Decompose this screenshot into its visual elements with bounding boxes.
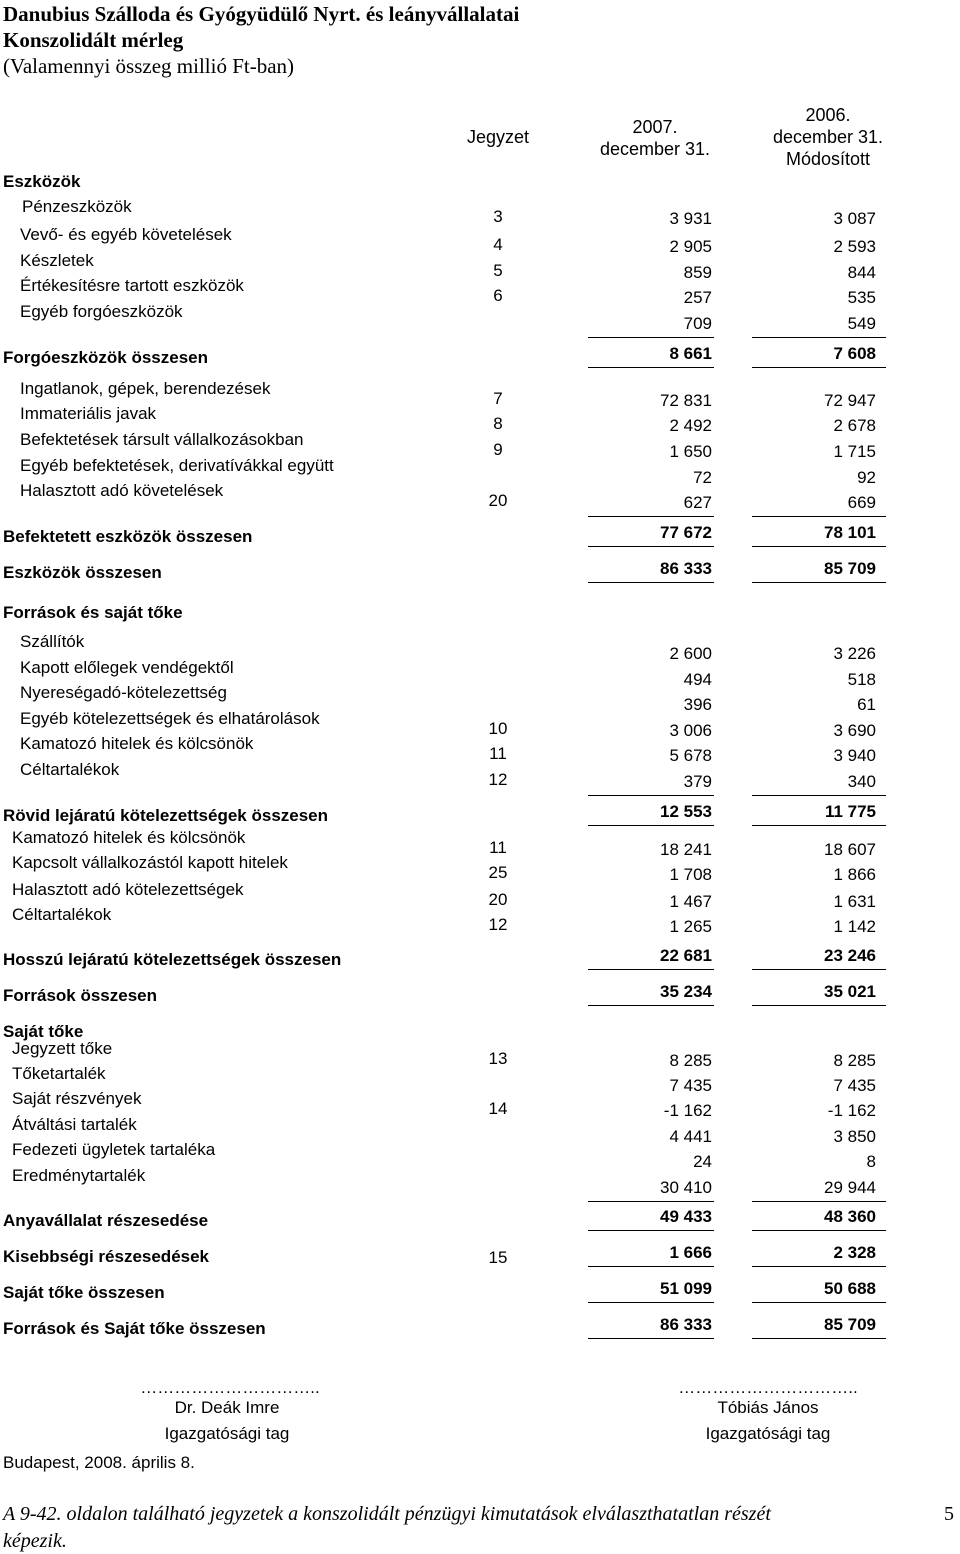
underline-rule (588, 582, 714, 583)
value-2007: 396 (683, 695, 712, 714)
value-2007: 24 (693, 1152, 712, 1171)
row-label: Tőketartalék (12, 1064, 106, 1083)
value-2006: 3 226 (833, 644, 876, 663)
value-2006: 61 (857, 695, 876, 714)
unit-note: (Valamennyi összeg millió Ft-ban) (3, 54, 295, 78)
value-2007: 18 241 (660, 840, 712, 859)
value-2006: 50 688 (824, 1279, 876, 1298)
value-2007: 859 (683, 263, 712, 282)
value-2007: 709 (683, 314, 712, 333)
row-note: 20 (488, 491, 508, 510)
value-2007: 2 905 (669, 237, 712, 256)
value-2007: 8 285 (669, 1051, 712, 1070)
row-note: 10 (488, 719, 508, 738)
row-label: Rövid lejáratú kötelezettségek összesen (3, 806, 329, 825)
value-2007: 77 672 (660, 523, 712, 542)
underline-rule (752, 546, 886, 547)
col-header-2007-year: 2007. (632, 117, 678, 137)
value-2007: 1 708 (669, 865, 712, 884)
signatory-right-name: Tóbiás János (717, 1398, 819, 1417)
value-2007: 86 333 (660, 559, 712, 578)
row-label: Kapcsolt vállalkozástól kapott hitelek (12, 853, 288, 872)
value-2007: 72 831 (660, 391, 712, 410)
underline-rule (752, 582, 886, 583)
value-2006: 29 944 (824, 1178, 876, 1197)
section-assets: Eszközök (3, 172, 81, 191)
value-2007: 1 666 (669, 1243, 712, 1262)
underline-rule (588, 795, 714, 796)
value-2006: 7 435 (833, 1076, 876, 1095)
col-header-2007-date: december 31. (599, 139, 711, 159)
row-note: 4 (493, 235, 503, 254)
col-header-2006-date: december 31. (772, 127, 884, 147)
value-2006: 23 246 (824, 946, 876, 965)
value-2007: 1 650 (669, 442, 712, 461)
value-2006: 535 (847, 288, 876, 307)
section-equity: Saját tőke (3, 1022, 84, 1041)
underline-rule (588, 516, 714, 517)
page-number: 5 (944, 1503, 954, 1525)
underline-rule (588, 1266, 714, 1267)
value-2006: 35 021 (824, 982, 876, 1001)
underline-rule (588, 546, 714, 547)
row-label: Befektetett eszközök összesen (3, 527, 253, 546)
row-label: Kisebbségi részesedések (3, 1247, 210, 1266)
underline-rule (588, 337, 714, 338)
row-note: 20 (488, 890, 508, 909)
underline-rule (588, 1201, 714, 1202)
underline-rule (752, 1201, 886, 1202)
footer-note-line2: képezik. (3, 1530, 67, 1552)
value-2006: 85 709 (824, 559, 876, 578)
row-label: Fedezeti ügyletek tartaléka (12, 1140, 216, 1159)
value-2006: 2 328 (833, 1243, 876, 1262)
row-label: Értékesítésre tartott eszközök (20, 276, 244, 295)
value-2007: 12 553 (660, 802, 712, 821)
value-2007: 51 099 (660, 1279, 712, 1298)
underline-rule (752, 367, 886, 368)
value-2006: 7 608 (833, 344, 876, 363)
row-note: 12 (488, 770, 508, 789)
company-title: Danubius Szálloda és Gyógyüdülő Nyrt. és leányvállalatai (3, 2, 520, 26)
row-label: Vevő- és egyéb követelések (20, 225, 232, 244)
row-note: 8 (493, 414, 503, 433)
value-2007: 494 (683, 670, 712, 689)
row-note: 3 (493, 207, 503, 226)
row-label: Források összesen (3, 986, 158, 1005)
row-label: Egyéb forgóeszközök (20, 302, 183, 321)
row-note: 5 (493, 261, 503, 280)
row-label: Kapott előlegek vendégektől (20, 658, 234, 677)
value-2006: 1 142 (833, 917, 876, 936)
underline-rule (752, 795, 886, 796)
underline-rule (588, 1302, 714, 1303)
value-2007: 7 435 (669, 1076, 712, 1095)
value-2007: 3 931 (669, 209, 712, 228)
value-2006: 78 101 (824, 523, 876, 542)
value-2006: 549 (847, 314, 876, 333)
row-label: Források és Saját tőke összesen (3, 1319, 266, 1338)
row-label: Forgóeszközök összesen (3, 348, 209, 367)
value-2007: 257 (683, 288, 712, 307)
underline-rule (588, 1005, 714, 1006)
underline-rule (588, 825, 714, 826)
row-label: Befektetések társult vállalkozásokban (20, 430, 304, 449)
value-2007: 4 441 (669, 1127, 712, 1146)
value-2007: 8 661 (669, 344, 712, 363)
value-2006: 72 947 (824, 391, 876, 410)
row-label: Átváltási tartalék (12, 1115, 137, 1134)
col-header-2006 (748, 104, 908, 170)
col-header-2006-year: 2006. (805, 105, 851, 125)
underline-rule (752, 1266, 886, 1267)
underline-rule (588, 1230, 714, 1231)
row-label: Egyéb befektetések, derivatívákkal együtt (20, 456, 334, 475)
signatory-left-role: Igazgatósági tag (164, 1424, 290, 1443)
row-note: 25 (488, 863, 508, 882)
value-2007: 3 006 (669, 721, 712, 740)
underline-rule (752, 516, 886, 517)
row-label: Immateriális javak (20, 404, 157, 423)
value-2006: 8 (866, 1152, 876, 1171)
value-2006: 3 850 (833, 1127, 876, 1146)
value-2006: 669 (847, 493, 876, 512)
underline-rule (752, 1338, 886, 1339)
value-2006: 85 709 (824, 1315, 876, 1334)
row-note: 11 (489, 744, 507, 763)
underline-rule (752, 1230, 886, 1231)
underline-rule (752, 337, 886, 338)
row-label: Szállítók (20, 632, 85, 651)
underline-rule (752, 1005, 886, 1006)
value-2007: 1 265 (669, 917, 712, 936)
row-note: 15 (488, 1248, 508, 1267)
value-2006: -1 162 (827, 1101, 876, 1120)
value-2007: 72 (693, 468, 712, 487)
value-2006: 92 (857, 468, 876, 487)
row-note: 7 (493, 389, 503, 408)
row-label: Saját részvények (12, 1089, 142, 1108)
value-2006: 2 678 (833, 416, 876, 435)
value-2006: 11 775 (824, 802, 876, 821)
row-label: Halasztott adó kötelezettségek (12, 880, 244, 899)
value-2006: 8 285 (833, 1051, 876, 1070)
row-label: Céltartalékok (20, 760, 120, 779)
value-2006: 518 (847, 670, 876, 689)
row-label: Kamatozó hitelek és kölcsönök (12, 828, 246, 847)
row-label: Készletek (20, 251, 94, 270)
row-label: Eszközök összesen (3, 563, 162, 582)
signatory-left-name: Dr. Deák Imre (174, 1398, 280, 1417)
underline-rule (752, 969, 886, 970)
value-2006: 1 866 (833, 865, 876, 884)
row-label: Hosszú lejáratú kötelezettségek összesen (3, 950, 342, 969)
underline-rule (588, 969, 714, 970)
value-2006: 1 631 (833, 892, 876, 911)
value-2006: 3 690 (833, 721, 876, 740)
signature-dots-right: ………………………….. (678, 1378, 858, 1397)
value-2007: 2 492 (669, 416, 712, 435)
row-label: Pénzeszközök (22, 197, 132, 216)
underline-rule (588, 1338, 714, 1339)
row-label: Saját tőke összesen (3, 1283, 165, 1302)
signatory-right-role: Igazgatósági tag (705, 1424, 831, 1443)
value-2007: 2 600 (669, 644, 712, 663)
value-2006: 2 593 (833, 237, 876, 256)
value-2006: 844 (847, 263, 876, 282)
signature-dots-left: ………………………….. (140, 1378, 320, 1397)
underline-rule (588, 367, 714, 368)
col-header-2006-restated: Módosított (785, 149, 871, 169)
value-2006: 340 (847, 772, 876, 791)
value-2006: 3 940 (833, 746, 876, 765)
row-label: Céltartalékok (12, 905, 112, 924)
value-2007: 1 467 (669, 892, 712, 911)
value-2007: 35 234 (660, 982, 712, 1001)
value-2006: 48 360 (824, 1207, 876, 1226)
value-2007: 49 433 (660, 1207, 712, 1226)
value-2007: 5 678 (669, 746, 712, 765)
value-2006: 3 087 (833, 209, 876, 228)
value-2007: 627 (683, 493, 712, 512)
row-note: 13 (488, 1049, 508, 1068)
row-label: Jegyzett tőke (12, 1039, 113, 1058)
row-label: Eredménytartalék (12, 1166, 146, 1185)
statement-title: Konszolidált mérleg (3, 28, 184, 52)
row-label: Ingatlanok, gépek, berendezések (20, 379, 271, 398)
row-note: 9 (493, 440, 503, 459)
value-2007: 379 (683, 772, 712, 791)
value-2007: -1 162 (663, 1101, 712, 1120)
underline-rule (752, 825, 886, 826)
value-2007: 22 681 (660, 946, 712, 965)
value-2007: 30 410 (660, 1178, 712, 1197)
value-2006: 1 715 (833, 442, 876, 461)
row-note: 14 (488, 1099, 508, 1118)
row-label: Nyereségadó-kötelezettség (20, 683, 227, 702)
col-header-2007 (585, 116, 725, 160)
col-header-note: Jegyzet (466, 127, 530, 147)
row-label: Egyéb kötelezettségek és elhatárolások (20, 709, 320, 728)
row-label: Halasztott adó követelések (20, 481, 224, 500)
footer-note-line1: A 9-42. oldalon található jegyzetek a konszolidált pénzügyi kimutatások elválaszthatatlan részét (3, 1503, 771, 1525)
value-2007: 86 333 (660, 1315, 712, 1334)
row-note: 12 (488, 915, 508, 934)
row-label: Anyavállalat részesedése (3, 1211, 209, 1230)
row-note: 11 (489, 838, 507, 857)
row-note: 6 (493, 286, 503, 305)
section-liabilities-equity: Források és saját tőke (3, 603, 183, 622)
place-date: Budapest, 2008. április 8. (3, 1453, 195, 1472)
row-label: Kamatozó hitelek és kölcsönök (20, 734, 254, 753)
underline-rule (752, 1302, 886, 1303)
value-2006: 18 607 (824, 840, 876, 859)
